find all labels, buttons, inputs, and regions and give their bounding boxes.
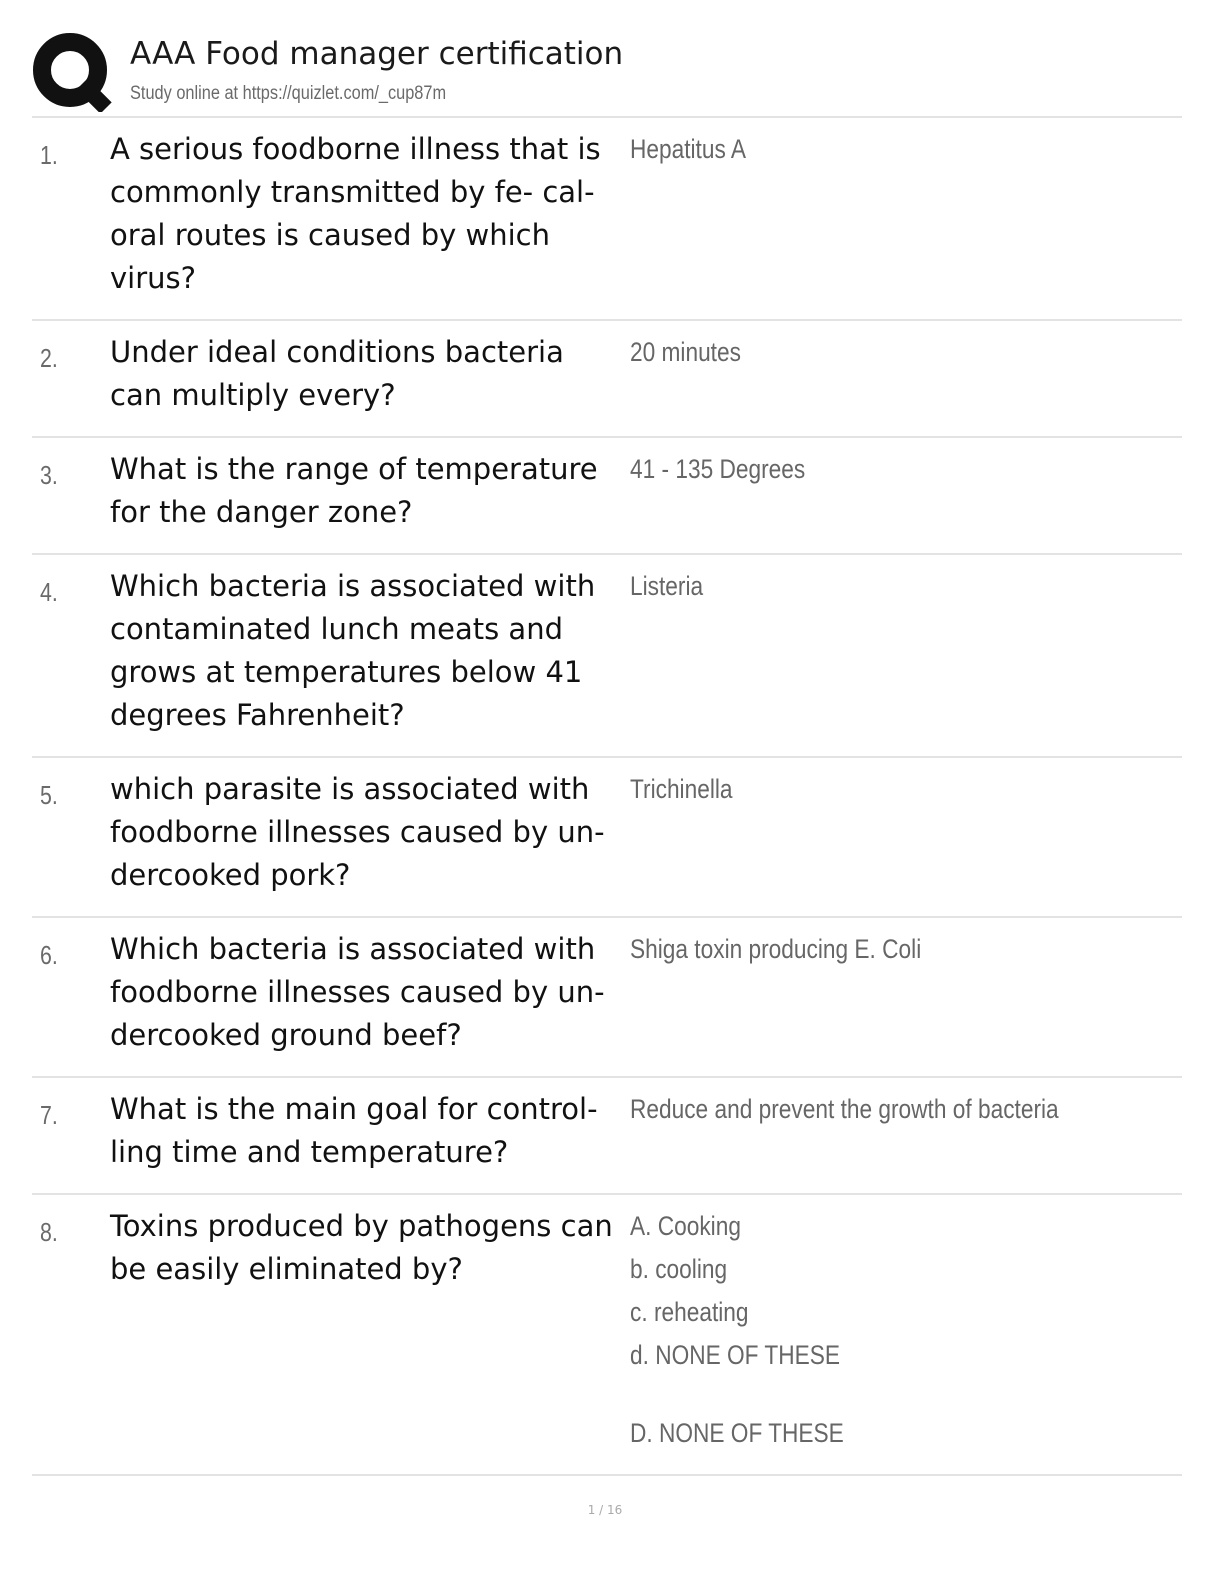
card-definition <box>630 768 1100 811</box>
card-number: 7. <box>40 1100 58 1130</box>
card-definition <box>630 1088 1100 1131</box>
card-definition <box>630 565 1100 608</box>
card-term: What is the range of temperature for the danger zone? <box>110 452 598 529</box>
card-term: Toxins produced by pathogens can be easily eliminated by? <box>110 1209 613 1286</box>
study-online-link-text[interactable]: Study online at https://quizlet.com/_cup87m <box>130 83 447 104</box>
flashcard-row <box>32 118 1182 321</box>
card-number: 5. <box>40 780 58 810</box>
flashcard-row <box>32 1078 1182 1195</box>
card-term: Under ideal conditions bacteria can multiply every? <box>110 335 564 412</box>
definition-line: A. Cooking <box>630 1211 741 1241</box>
card-term: A serious foodborne illness that is commonly transmitted by fe- cal-oral routes is caused by which virus? <box>110 132 601 295</box>
card-number: 3. <box>40 460 58 490</box>
card-term: Which bacteria is associated with foodborne illnesses caused by un- dercooked ground beef? <box>110 932 605 1052</box>
card-definition <box>630 448 1100 491</box>
card-definition <box>630 331 1100 374</box>
card-number: 6. <box>40 940 58 970</box>
flashcard-row <box>32 1195 1182 1476</box>
page-number: 1 / 16 <box>587 1503 623 1517</box>
card-number: 2. <box>40 343 58 373</box>
definition-answer-line: D. NONE OF THESE <box>630 1418 844 1448</box>
card-number: 4. <box>40 577 58 607</box>
card-definition <box>630 128 1100 171</box>
card-term: What is the main goal for control- ling time and temperature? <box>110 1092 598 1169</box>
flashcard-row <box>32 321 1182 438</box>
definition-line: 20 minutes <box>630 337 741 367</box>
quizlet-logo-icon <box>32 32 112 112</box>
flashcard-row <box>32 438 1182 555</box>
definition-line: c. reheating <box>630 1297 749 1327</box>
page-header <box>32 30 1192 116</box>
flashcard-row <box>32 918 1182 1078</box>
card-number: 8. <box>40 1217 58 1247</box>
flashcard-row <box>32 555 1182 758</box>
card-definition <box>630 1205 1100 1455</box>
card-term: which parasite is associated with foodborne illnesses caused by un- dercooked pork? <box>110 772 605 892</box>
definition-spacer <box>630 1377 1100 1412</box>
card-number: 1. <box>40 140 58 170</box>
definition-line: d. NONE OF THESE <box>630 1340 841 1370</box>
flashcard-row <box>32 758 1182 918</box>
definition-line: Hepatitus A <box>630 134 746 164</box>
card-term: Which bacteria is associated with contaminated lunch meats and grows at temperatures below 41 degrees Fahrenheit? <box>110 569 596 732</box>
flashcard-list <box>32 118 1182 1476</box>
definition-line: Trichinella <box>630 774 733 804</box>
definition-line: b. cooling <box>630 1254 728 1284</box>
definition-line: Shiga toxin producing E. Coli <box>630 934 922 964</box>
definition-line: Reduce and prevent the growth of bacteria <box>630 1094 1059 1124</box>
card-definition <box>630 928 1100 971</box>
set-title: AAA Food manager certification <box>130 36 624 72</box>
definition-line: Listeria <box>630 571 704 601</box>
definition-line: 41 - 135 Degrees <box>630 454 806 484</box>
